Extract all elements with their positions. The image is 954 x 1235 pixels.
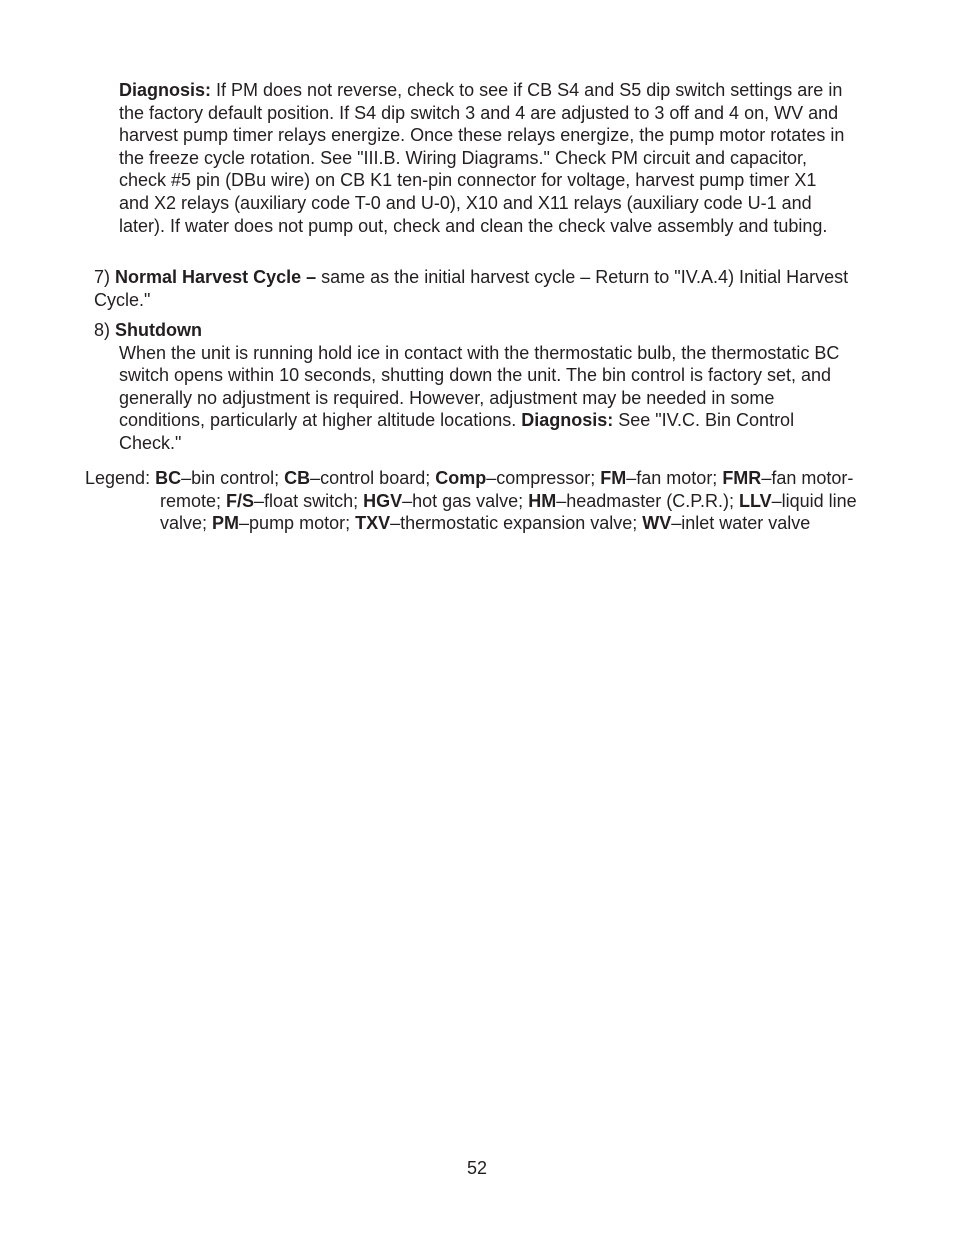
- diagnosis-text: See "IV.C. Bin Control Check.": [119, 410, 795, 453]
- legend-entries: [155, 468, 857, 533]
- legend-abbr: Comp: [435, 468, 487, 488]
- legend-desc: –pump motor;: [239, 513, 356, 534]
- legend-desc: –fan motor-remote;: [160, 468, 854, 511]
- legend-desc: –compressor;: [486, 468, 601, 488]
- legend-abbr: HGV: [363, 490, 403, 511]
- legend-desc: –thermostatic expansion valve;: [390, 513, 643, 534]
- item-body: [94, 342, 854, 455]
- item-title: Normal Harvest Cycle –: [115, 267, 317, 287]
- legend-abbr: FM: [600, 468, 627, 488]
- list-item-normal-harvest-cycle: [94, 266, 854, 311]
- diagnosis-label: Diagnosis:: [521, 410, 614, 431]
- list-item-shutdown: [94, 319, 854, 455]
- item-text: same as the initial harvest cycle – Return to "IV.A.4) Initial Harvest Cycle.": [94, 267, 849, 310]
- legend-abbr: LLV: [738, 490, 772, 511]
- legend-desc: –liquid line valve;: [160, 490, 857, 534]
- legend-desc: –bin control;: [181, 468, 285, 488]
- legend: [85, 467, 900, 535]
- item-text: When the unit is running hold ice in contact with the thermostatic bulb, the thermostatic BC switch opens within 10 seconds, shutting down the unit. The bin control is factory set, and generally no adjustment is required. However, adjustment may be needed in some conditions, particularly at higher altitude locations.: [119, 342, 840, 431]
- legend-abbr: WV: [642, 513, 672, 534]
- item-number: 8): [94, 320, 111, 340]
- legend-abbr: FMR: [722, 468, 762, 488]
- legend-label: Legend:: [85, 468, 156, 488]
- legend-desc: –control board;: [310, 468, 436, 488]
- item-title: Shutdown: [115, 320, 203, 340]
- legend-desc: –headmaster (C.P.R.);: [556, 490, 739, 511]
- legend-abbr: TXV: [355, 513, 391, 534]
- legend-desc: –fan motor;: [626, 468, 723, 488]
- legend-abbr: CB: [284, 468, 311, 488]
- diagnosis-label: Diagnosis:: [119, 80, 212, 100]
- legend-abbr: HM: [528, 490, 557, 511]
- diagnosis-text: If PM does not reverse, check to see if CB S4 and S5 dip switch settings are in the factory default position. If S4 dip switch 3 and 4 are adjusted to 3 off and 4 on, WV and harvest pump timer relays energize. Once these relays energize, the pump motor rotates in the freeze cycle rotation. See "III.B. Wiring Diagrams." Check PM circuit and capacitor, check #5 pin (DBu wire) on CB K1 ten-pin connector for voltage, harvest pump timer X1 and X2 relays (auxiliary code T-0 and U-0), X10 and X11 relays (auxiliary code U-1 and later). If water does not pump out, check and clean the check valve assembly and tubing.: [119, 80, 845, 236]
- legend-abbr: BC: [155, 468, 182, 488]
- legend-desc: –inlet water valve: [671, 513, 811, 534]
- diagnosis-paragraph: [119, 79, 849, 237]
- item-number: 7): [94, 267, 111, 287]
- legend-desc: –hot gas valve;: [402, 490, 529, 511]
- legend-abbr: PM: [212, 513, 240, 534]
- legend-abbr: F/S: [226, 490, 255, 511]
- page-number: 52: [466, 1158, 488, 1178]
- legend-desc: –float switch;: [254, 490, 364, 511]
